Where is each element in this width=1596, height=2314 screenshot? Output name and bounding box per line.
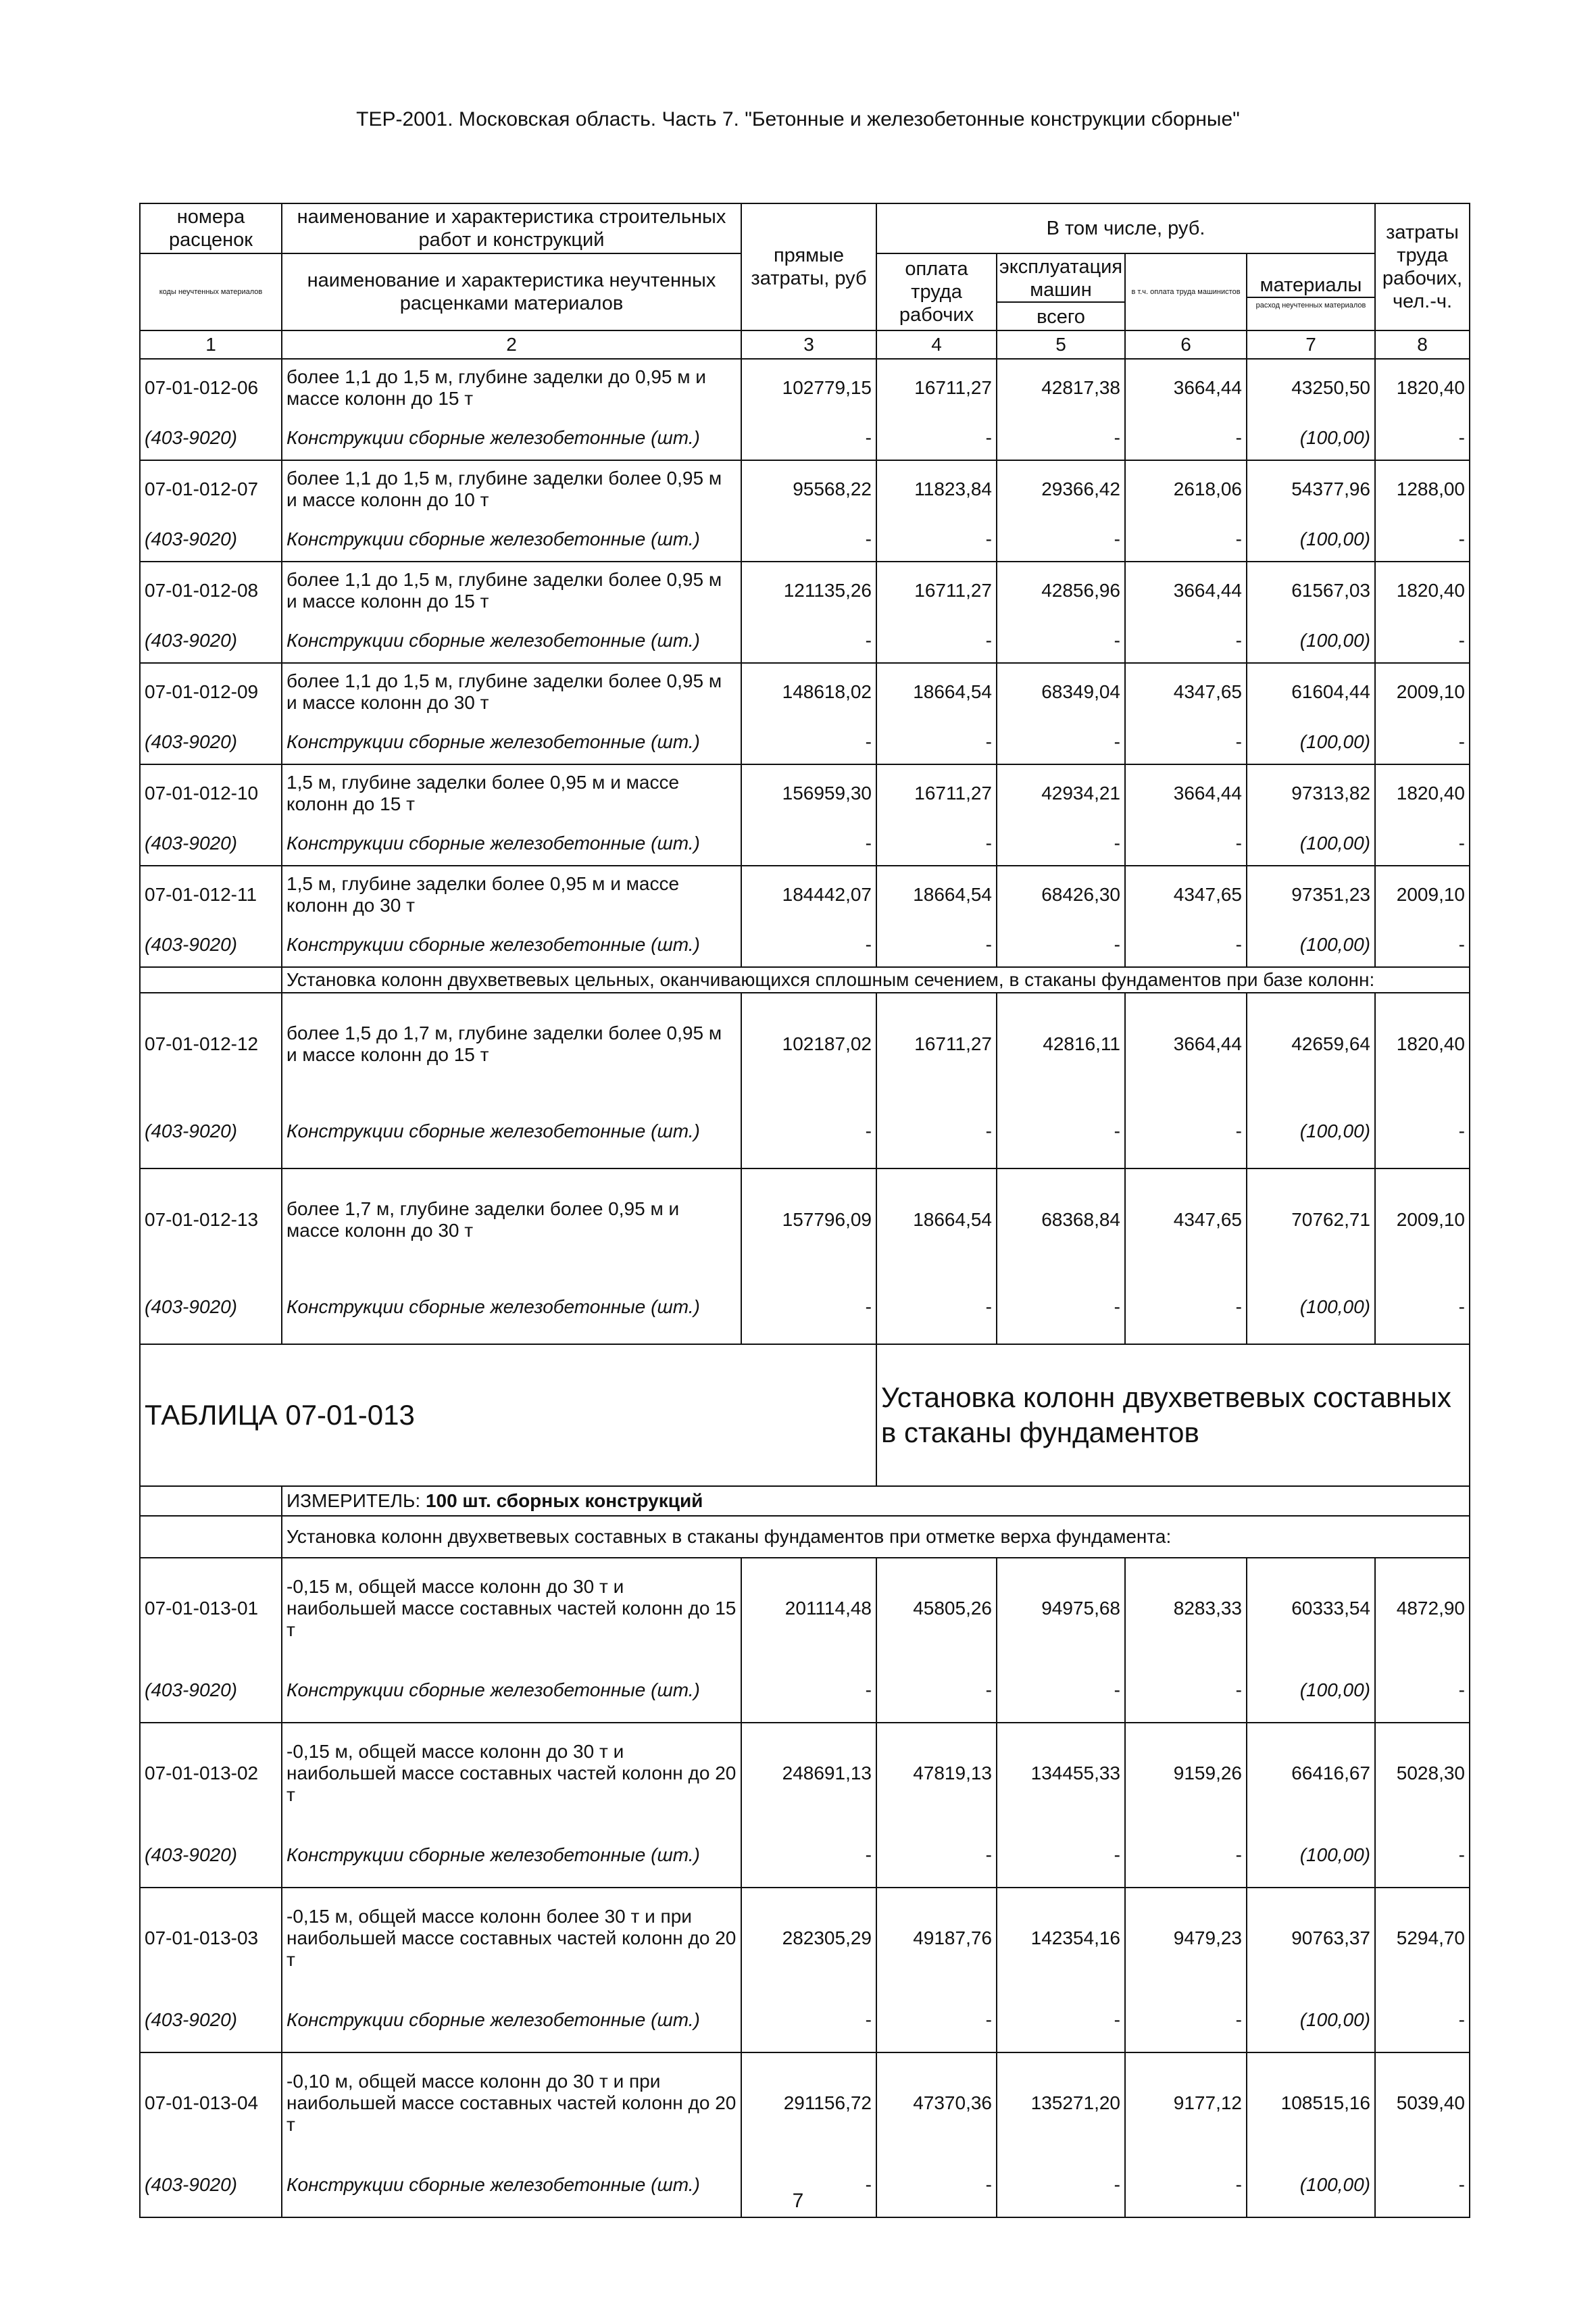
machine-cost: 42817,38: [997, 359, 1125, 416]
rate-row: [140, 866, 1470, 922]
dash-cell: -: [997, 416, 1125, 460]
dash-cell: -: [1375, 618, 1470, 663]
rate-row: [140, 2052, 1470, 2152]
rate-description: более 1,1 до 1,5 м, глубине заделки более 0,95 м и массе колонн до 15 т: [282, 562, 741, 618]
dash-cell: -: [741, 416, 876, 460]
rate-row: [140, 1723, 1470, 1823]
material-cost: 108515,16: [1247, 2052, 1375, 2152]
machine-wage-cost: 3664,44: [1125, 562, 1247, 618]
dash-cell: -: [741, 720, 876, 764]
material-cost: 61567,03: [1247, 562, 1375, 618]
dash-cell: -: [1375, 821, 1470, 866]
rate-row: [140, 993, 1470, 1094]
material-row: [140, 1988, 1470, 2052]
dash-cell: -: [1125, 720, 1247, 764]
rate-row: [140, 562, 1470, 618]
rate-code: 07-01-013-01: [140, 1558, 282, 1658]
direct-cost: 102779,15: [741, 359, 876, 416]
labor-hours: 5294,70: [1375, 1888, 1470, 1988]
direct-cost: 248691,13: [741, 1723, 876, 1823]
dash-cell: -: [876, 618, 997, 663]
rate-row: [140, 1558, 1470, 1658]
col-mat-label: материалы: [1247, 274, 1374, 298]
col-num: 4: [876, 330, 997, 359]
dash-cell: -: [1375, 922, 1470, 967]
material-cost: 97313,82: [1247, 764, 1375, 821]
meter-label: ИЗМЕРИТЕЛЬ:: [286, 1490, 421, 1511]
meter-line: [282, 1486, 1470, 1516]
direct-cost: 157796,09: [741, 1168, 876, 1270]
rate-row: [140, 764, 1470, 821]
material-cost: 70762,71: [1247, 1168, 1375, 1270]
col-num: 1: [140, 330, 282, 359]
dash-cell: -: [997, 821, 1125, 866]
machine-cost: 68368,84: [997, 1168, 1125, 1270]
material-description: Конструкции сборные железобетонные (шт.): [282, 1094, 741, 1168]
material-quantity: (100,00): [1247, 416, 1375, 460]
machine-cost: 29366,42: [997, 460, 1125, 517]
labor-hours: 1820,40: [1375, 764, 1470, 821]
material-cost: 42659,64: [1247, 993, 1375, 1094]
machine-cost: 134455,33: [997, 1723, 1125, 1823]
rate-description: -0,10 м, общей массе колонн до 30 т и при наибольшей массе составных частей колонн до 20 т: [282, 2052, 741, 2152]
material-description: Конструкции сборные железобетонные (шт.): [282, 1658, 741, 1723]
dash-cell: -: [1375, 1094, 1470, 1168]
col-mach-total-label: всего: [1037, 306, 1085, 328]
col-labor-header: затраты труда рабочих, чел.-ч.: [1375, 203, 1470, 330]
material-description: Конструкции сборные железобетонные (шт.): [282, 1270, 741, 1344]
wage-cost: 18664,54: [876, 1168, 997, 1270]
material-code: (403-9020): [140, 2152, 282, 2217]
dash-cell: -: [876, 416, 997, 460]
table-code: ТАБЛИЦА 07-01-013: [140, 1344, 876, 1486]
material-code: (403-9020): [140, 922, 282, 967]
rates-group-2: [140, 993, 1470, 1344]
col-num: 7: [1247, 330, 1375, 359]
machine-cost: 68426,30: [997, 866, 1125, 922]
machine-cost: 42934,21: [997, 764, 1125, 821]
rate-row: [140, 663, 1470, 720]
material-code: (403-9020): [140, 1658, 282, 1723]
rate-row: [140, 1168, 1470, 1270]
rates-group-1: [140, 359, 1470, 967]
material-row: [140, 618, 1470, 663]
rate-code: 07-01-013-03: [140, 1888, 282, 1988]
dash-cell: -: [1125, 618, 1247, 663]
material-cost: 60333,54: [1247, 1558, 1375, 1658]
dash-cell: -: [997, 618, 1125, 663]
material-quantity: (100,00): [1247, 1658, 1375, 1723]
machine-wage-cost: 9177,12: [1125, 2052, 1247, 2152]
labor-hours: 1288,00: [1375, 460, 1470, 517]
labor-hours: 5039,40: [1375, 2052, 1470, 2152]
dash-cell: -: [997, 922, 1125, 967]
rate-row: [140, 460, 1470, 517]
direct-cost: 121135,26: [741, 562, 876, 618]
material-description: Конструкции сборные железобетонные (шт.): [282, 922, 741, 967]
dash-cell: -: [1125, 1094, 1247, 1168]
rate-code: 07-01-012-07: [140, 460, 282, 517]
dash-cell: -: [1375, 1270, 1470, 1344]
dash-cell: -: [876, 1988, 997, 2052]
rate-description: 1,5 м, глубине заделки более 0,95 м и массе колонн до 15 т: [282, 764, 741, 821]
col-wage-header: оплата труда рабочих: [876, 253, 997, 330]
dash-cell: -: [997, 1270, 1125, 1344]
material-row: [140, 821, 1470, 866]
col-num: 3: [741, 330, 876, 359]
labor-hours: 2009,10: [1375, 663, 1470, 720]
col-direct-header: прямые затраты, руб: [741, 203, 876, 330]
machine-wage-cost: 4347,65: [1125, 866, 1247, 922]
dash-cell: -: [741, 1658, 876, 1723]
material-cost: 54377,96: [1247, 460, 1375, 517]
material-code: (403-9020): [140, 1094, 282, 1168]
rate-description: -0,15 м, общей массе колонн до 30 т и наибольшей массе составных частей колонн до 20 т: [282, 1723, 741, 1823]
dash-cell: -: [741, 618, 876, 663]
column-numbers-row: [140, 330, 1470, 359]
rate-row: [140, 1888, 1470, 1988]
dash-cell: -: [1375, 1658, 1470, 1723]
dash-cell: -: [876, 1270, 997, 1344]
table2-header: [140, 1344, 1470, 1558]
rate-description: более 1,1 до 1,5 м, глубине заделки более 0,95 м и массе колонн до 30 т: [282, 663, 741, 720]
material-code: (403-9020): [140, 416, 282, 460]
material-quantity: (100,00): [1247, 2152, 1375, 2217]
dash-cell: -: [741, 517, 876, 562]
rate-code: 07-01-012-08: [140, 562, 282, 618]
rate-description: 1,5 м, глубине заделки более 0,95 м и массе колонн до 30 т: [282, 866, 741, 922]
dash-cell: -: [1375, 2152, 1470, 2217]
direct-cost: 184442,07: [741, 866, 876, 922]
material-quantity: (100,00): [1247, 1823, 1375, 1888]
dash-cell: -: [997, 2152, 1125, 2217]
col-name-title: наименование и характеристика строительных работ и конструкций: [297, 206, 726, 251]
material-description: Конструкции сборные железобетонные (шт.): [282, 416, 741, 460]
col-mach-wage-header: в т.ч. оплата труда машинистов: [1125, 253, 1247, 330]
material-row: [140, 720, 1470, 764]
col-num: 5: [997, 330, 1125, 359]
dash-cell: -: [997, 720, 1125, 764]
machine-cost: 142354,16: [997, 1888, 1125, 1988]
dash-cell: -: [741, 2152, 876, 2217]
material-code: (403-9020): [140, 1270, 282, 1344]
direct-cost: 282305,29: [741, 1888, 876, 1988]
dash-cell: -: [997, 1988, 1125, 2052]
section-spacer: [140, 967, 282, 993]
col-mat-sub-label: расход неучтенных материалов: [1255, 301, 1366, 310]
col-num: 6: [1125, 330, 1247, 359]
material-quantity: (100,00): [1247, 1988, 1375, 2052]
rate-code: 07-01-012-13: [140, 1168, 282, 1270]
dash-cell: -: [1125, 821, 1247, 866]
col-num: 2: [282, 330, 741, 359]
section-heading-text: Установка колонн двухветвевых цельных, оканчивающихся сплошным сечением, в стаканы фундаментов при базе колонн:: [282, 967, 1470, 993]
material-quantity: (100,00): [1247, 821, 1375, 866]
wage-cost: 49187,76: [876, 1888, 997, 1988]
machine-cost: 94975,68: [997, 1558, 1125, 1658]
dash-cell: -: [876, 517, 997, 562]
machine-wage-cost: 9479,23: [1125, 1888, 1247, 1988]
dash-cell: -: [997, 1094, 1125, 1168]
rate-code: 07-01-012-09: [140, 663, 282, 720]
wage-cost: 47819,13: [876, 1723, 997, 1823]
labor-hours: 5028,30: [1375, 1723, 1470, 1823]
machine-wage-cost: 2618,06: [1125, 460, 1247, 517]
material-quantity: (100,00): [1247, 1094, 1375, 1168]
material-cost: 66416,67: [1247, 1723, 1375, 1823]
dash-cell: -: [741, 1270, 876, 1344]
material-code: (403-9020): [140, 1988, 282, 2052]
col-code-title: номера расценок: [168, 206, 253, 251]
meter-spacer: [140, 1486, 282, 1516]
wage-cost: 18664,54: [876, 866, 997, 922]
rate-code: 07-01-013-02: [140, 1723, 282, 1823]
dash-cell: -: [1125, 1823, 1247, 1888]
rates-group-3: [140, 1558, 1470, 2217]
direct-cost: 201114,48: [741, 1558, 876, 1658]
dash-cell: -: [741, 1094, 876, 1168]
material-row: [140, 922, 1470, 967]
wage-cost: 16711,27: [876, 562, 997, 618]
material-code: (403-9020): [140, 821, 282, 866]
labor-hours: 2009,10: [1375, 1168, 1470, 1270]
machine-wage-cost: 3664,44: [1125, 993, 1247, 1094]
dash-cell: -: [876, 821, 997, 866]
dash-cell: -: [1375, 720, 1470, 764]
dash-cell: -: [741, 922, 876, 967]
material-code: (403-9020): [140, 720, 282, 764]
wage-cost: 45805,26: [876, 1558, 997, 1658]
table-title: Установка колонн двухветвевых составных в стаканы фундаментов: [876, 1344, 1470, 1486]
labor-hours: 4872,90: [1375, 1558, 1470, 1658]
rate-code: 07-01-013-04: [140, 2052, 282, 2152]
col-code-header: [140, 203, 282, 253]
dash-cell: -: [1375, 1988, 1470, 2052]
page-number: 7: [792, 2190, 804, 2212]
material-row: [140, 1094, 1470, 1168]
rate-description: более 1,1 до 1,5 м, глубине заделки до 0,95 м и массе колонн до 15 т: [282, 359, 741, 416]
material-quantity: (100,00): [1247, 618, 1375, 663]
wage-cost: 18664,54: [876, 663, 997, 720]
machine-wage-cost: 4347,65: [1125, 663, 1247, 720]
direct-cost: 156959,30: [741, 764, 876, 821]
col-mat-header: [1247, 253, 1375, 330]
dash-cell: -: [1125, 1658, 1247, 1723]
dash-cell: -: [1125, 416, 1247, 460]
wage-cost: 11823,84: [876, 460, 997, 517]
material-code: (403-9020): [140, 517, 282, 562]
material-code: (403-9020): [140, 618, 282, 663]
dash-cell: -: [997, 1823, 1125, 1888]
dash-cell: -: [997, 1658, 1125, 1723]
machine-wage-cost: 4347,65: [1125, 1168, 1247, 1270]
material-cost: 61604,44: [1247, 663, 1375, 720]
col-incl-header: В том числе, руб.: [876, 203, 1375, 253]
wage-cost: 16711,27: [876, 993, 997, 1094]
machine-cost: 42816,11: [997, 993, 1125, 1094]
col-num: 8: [1375, 330, 1470, 359]
dash-cell: -: [741, 1823, 876, 1888]
rate-code: 07-01-012-06: [140, 359, 282, 416]
dash-cell: -: [1125, 1270, 1247, 1344]
labor-hours: 1820,40: [1375, 359, 1470, 416]
col-machines-label: эксплуатация машин: [997, 255, 1124, 303]
rate-code: 07-01-012-10: [140, 764, 282, 821]
machine-wage-cost: 3664,44: [1125, 764, 1247, 821]
wage-cost: 16711,27: [876, 764, 997, 821]
rate-code: 07-01-012-11: [140, 866, 282, 922]
wage-cost: 47370,36: [876, 2052, 997, 2152]
rate-row: [140, 359, 1470, 416]
meter-value: 100 шт. сборных конструкций: [425, 1490, 703, 1511]
material-description: Конструкции сборные железобетонные (шт.): [282, 821, 741, 866]
rate-description: более 1,5 до 1,7 м, глубине заделки более 0,95 м и массе колонн до 15 т: [282, 993, 741, 1094]
wage-cost: 16711,27: [876, 359, 997, 416]
material-description: Конструкции сборные железобетонные (шт.): [282, 720, 741, 764]
material-description: Конструкции сборные железобетонные (шт.): [282, 517, 741, 562]
dash-cell: -: [1125, 922, 1247, 967]
material-cost: 43250,50: [1247, 359, 1375, 416]
labor-hours: 2009,10: [1375, 866, 1470, 922]
dash-cell: -: [1375, 1823, 1470, 1888]
material-description: Конструкции сборные железобетонные (шт.): [282, 1823, 741, 1888]
material-quantity: (100,00): [1247, 1270, 1375, 1344]
machine-wage-cost: 8283,33: [1125, 1558, 1247, 1658]
dash-cell: -: [876, 1823, 997, 1888]
rate-code: 07-01-012-12: [140, 993, 282, 1094]
material-row: [140, 517, 1470, 562]
direct-cost: 291156,72: [741, 2052, 876, 2152]
machine-cost: 68349,04: [997, 663, 1125, 720]
dash-cell: -: [741, 821, 876, 866]
col-mach-total-header: [997, 253, 1125, 330]
header-row-1: [140, 203, 1470, 253]
material-description: Конструкции сборные железобетонные (шт.): [282, 1988, 741, 2052]
material-cost: 97351,23: [1247, 866, 1375, 922]
machine-wage-cost: 9159,26: [1125, 1723, 1247, 1823]
machine-cost: 135271,20: [997, 2052, 1125, 2152]
col-name-header: [282, 203, 741, 253]
material-row: [140, 1823, 1470, 1888]
machine-cost: 42856,96: [997, 562, 1125, 618]
material-row: [140, 416, 1470, 460]
material-description: Конструкции сборные железобетонные (шт.): [282, 618, 741, 663]
material-description: Конструкции сборные железобетонные (шт.): [282, 2152, 741, 2217]
labor-hours: 1820,40: [1375, 562, 1470, 618]
dash-cell: -: [876, 1094, 997, 1168]
dash-cell: -: [876, 720, 997, 764]
direct-cost: 102187,02: [741, 993, 876, 1094]
dash-cell: -: [1125, 2152, 1247, 2217]
col-name-sub: наименование и характеристика неучтенных расценками материалов: [282, 253, 741, 330]
rate-description: -0,15 м, общей массе колонн более 30 т и при наибольшей массе составных частей колонн до 20 т: [282, 1888, 741, 1988]
dash-cell: -: [876, 922, 997, 967]
rate-description: более 1,1 до 1,5 м, глубине заделки более 0,95 м и массе колонн до 10 т: [282, 460, 741, 517]
rate-description: -0,15 м, общей массе колонн до 30 т и наибольшей массе составных частей колонн до 15 т: [282, 1558, 741, 1658]
section-spacer: [140, 1516, 282, 1558]
section-heading-1: [140, 967, 1470, 993]
direct-cost: 148618,02: [741, 663, 876, 720]
material-quantity: (100,00): [1247, 720, 1375, 764]
dash-cell: -: [1375, 416, 1470, 460]
dash-cell: -: [1125, 517, 1247, 562]
document-title: ТЕР-2001. Московская область. Часть 7. "Бетонные и железобетонные конструкции сборные": [356, 108, 1240, 130]
table2-section-heading: Установка колонн двухветвевых составных в стаканы фундаментов при отметке верха фундамента:: [282, 1516, 1470, 1558]
rate-description: более 1,7 м, глубине заделки более 0,95 м и массе колонн до 30 т: [282, 1168, 741, 1270]
material-row: [140, 1658, 1470, 1723]
col-code-sub: коды неучтенных материалов: [140, 253, 282, 330]
dash-cell: -: [876, 2152, 997, 2217]
material-code: (403-9020): [140, 1823, 282, 1888]
material-cost: 90763,37: [1247, 1888, 1375, 1988]
material-quantity: (100,00): [1247, 517, 1375, 562]
rates-table: [139, 203, 1470, 2218]
dash-cell: -: [876, 1658, 997, 1723]
dash-cell: -: [997, 517, 1125, 562]
machine-wage-cost: 3664,44: [1125, 359, 1247, 416]
labor-hours: 1820,40: [1375, 993, 1470, 1094]
material-quantity: (100,00): [1247, 922, 1375, 967]
dash-cell: -: [741, 1988, 876, 2052]
material-row: [140, 1270, 1470, 1344]
dash-cell: -: [1125, 1988, 1247, 2052]
direct-cost: 95568,22: [741, 460, 876, 517]
dash-cell: -: [1375, 517, 1470, 562]
